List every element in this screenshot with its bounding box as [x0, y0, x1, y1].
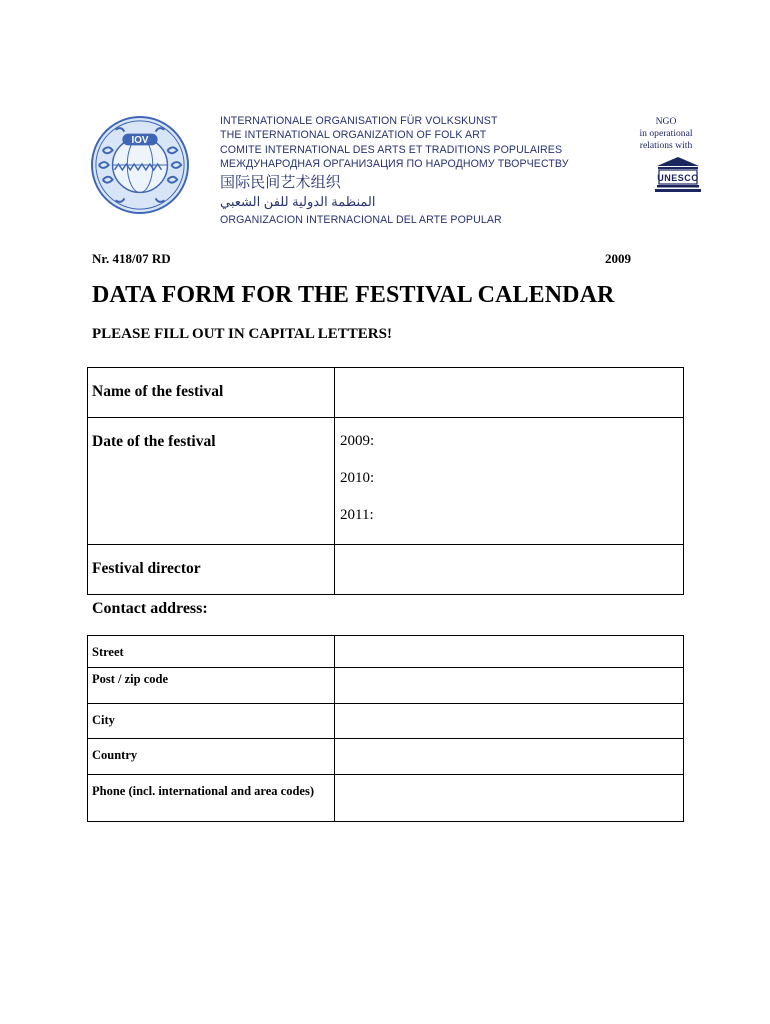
- date-year-2009: 2009:: [340, 433, 375, 449]
- street-field[interactable]: [335, 636, 684, 668]
- org-name-english: THE INTERNATIONAL ORGANIZATION OF FOLK ART: [220, 129, 487, 142]
- ngo-line: relations with: [639, 139, 693, 151]
- festival-name-label: Name of the festival: [88, 368, 335, 418]
- org-name-russian: МЕЖДУНАРОДНАЯ ОРГАНИЗАЦИЯ ПО НАРОДНОМУ ТВОРЧЕСТВУ: [220, 157, 569, 170]
- reference-number: Nr. 418/07 RD: [92, 251, 171, 266]
- table-row: [88, 775, 684, 822]
- phone-label: Phone (incl. international and area codes): [88, 775, 335, 822]
- post-zip-code-field[interactable]: [335, 668, 684, 704]
- street-label: Street: [88, 636, 335, 668]
- org-name-spanish: ORGANIZACION INTERNACIONAL DEL ARTE POPULAR: [220, 214, 502, 227]
- org-name-chinese: 国际民间艺术组织: [220, 173, 341, 192]
- org-name-german: INTERNATIONALE ORGANISATION FÜR VOLKSKUNST: [220, 115, 498, 127]
- post-zip-code-label: Post / zip code: [88, 668, 335, 704]
- phone-field[interactable]: [335, 775, 684, 822]
- country-label: Country: [88, 739, 335, 775]
- ngo-line: NGO: [655, 116, 677, 127]
- festival-date-field[interactable]: [335, 418, 684, 545]
- iov-emblem-icon: [91, 116, 189, 214]
- city-label: City: [88, 704, 335, 739]
- organization-names: [220, 114, 569, 227]
- table-row: [88, 668, 684, 704]
- city-field[interactable]: [335, 704, 684, 739]
- date-year-2011: 2011:: [340, 507, 374, 523]
- festival-info-table: [87, 367, 684, 595]
- contact-address-table: [87, 635, 684, 822]
- table-row: [88, 704, 684, 739]
- table-row: [88, 739, 684, 775]
- logo-text: IOV: [131, 134, 149, 146]
- instruction-text: PLEASE FILL OUT IN CAPITAL LETTERS!: [92, 326, 392, 342]
- festival-director-field[interactable]: [335, 545, 684, 595]
- table-row: [88, 368, 684, 418]
- unesco-temple-icon: [655, 156, 701, 194]
- contact-address-heading: Contact address:: [92, 600, 208, 617]
- org-name-arabic: المنظمة الدولية للفن الشعبي: [220, 194, 376, 210]
- form-year: 2009: [605, 251, 631, 266]
- date-year-2010: 2010:: [340, 470, 375, 486]
- page-title: DATA FORM FOR THE FESTIVAL CALENDAR: [92, 282, 615, 308]
- ngo-line: in operational: [639, 127, 693, 139]
- festival-name-field[interactable]: [335, 368, 684, 418]
- table-row: [88, 418, 684, 545]
- table-row: [88, 545, 684, 595]
- festival-date-label: Date of the festival: [88, 418, 335, 545]
- table-row: [88, 636, 684, 668]
- org-name-french: COMITE INTERNATIONAL DES ARTS ET TRADITIONS POPULAIRES: [220, 143, 563, 156]
- festival-director-label: Festival director: [88, 545, 335, 595]
- unesco-text: UNESCO: [657, 173, 699, 183]
- ngo-status: [614, 116, 718, 151]
- country-field[interactable]: [335, 739, 684, 775]
